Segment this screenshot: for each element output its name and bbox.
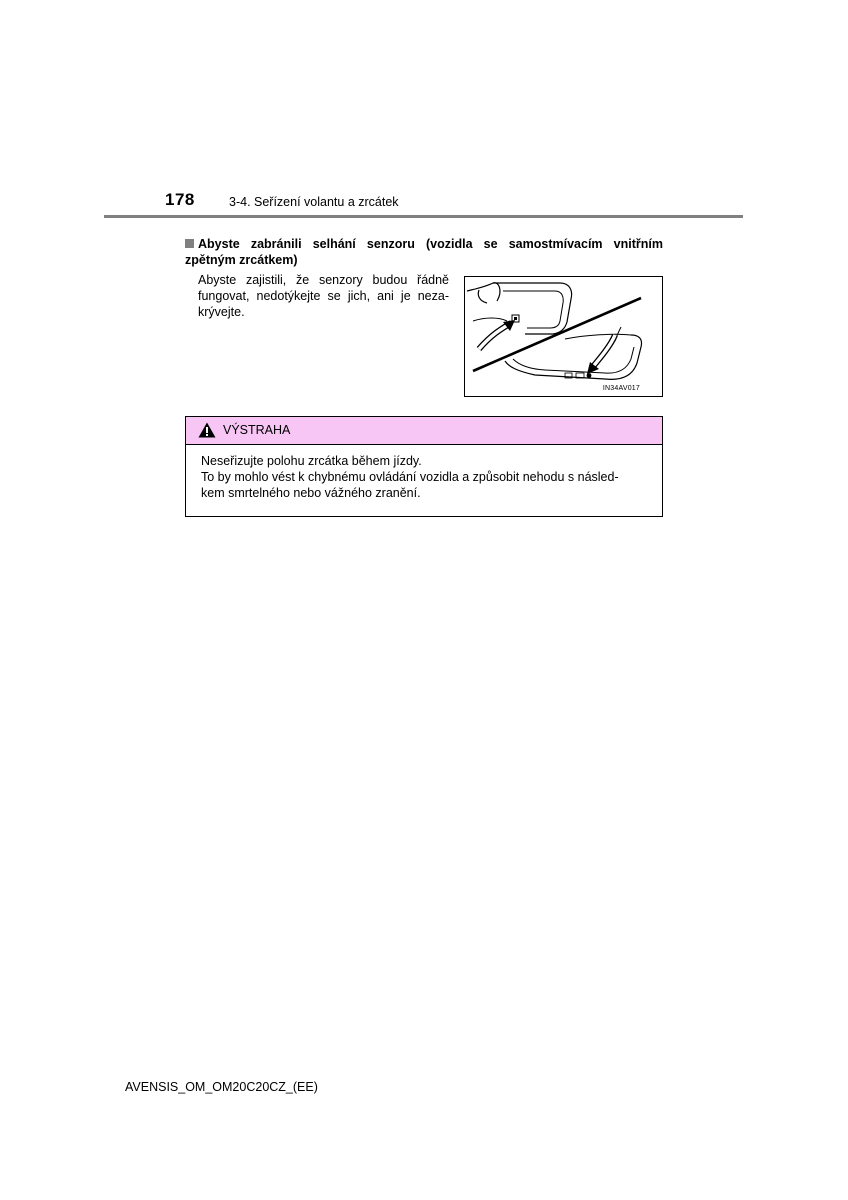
header-rule (104, 215, 743, 218)
body-line-1: Abyste zajistili, že senzory budou řádně (198, 273, 449, 287)
warning-box (185, 416, 663, 517)
body-line-2: fungovat, nedotýkejte se jich, ani je neza- (198, 289, 449, 303)
bullet-square-icon (185, 239, 194, 248)
warning-text (201, 453, 656, 501)
section-heading (185, 236, 663, 268)
warning-line-3: kem smrtelného nebo vážného zranění. (201, 486, 421, 500)
section-heading-text: Abyste zabránili selhání senzoru (vozidla se samostmívacím vnitřním zpětným zrcátkem) (185, 237, 663, 267)
body-paragraph (198, 272, 449, 320)
figure-code: IN34AV017 (602, 385, 640, 392)
warning-header (186, 417, 662, 445)
mirror-sensor-drawing (465, 277, 662, 396)
warning-line-1: Neseřizujte polohu zrcátka během jízdy. (201, 454, 422, 468)
body-line-3: krývejte. (198, 305, 245, 319)
section-title: 3-4. Seřízení volantu a zrcátek (229, 195, 399, 209)
warning-title: VÝSTRAHA (223, 423, 291, 437)
mirror-sensor-illustration (464, 276, 663, 397)
warning-triangle-icon (198, 422, 216, 438)
footer-document-code: AVENSIS_OM_OM20C20CZ_(EE) (125, 1080, 318, 1094)
page-number: 178 (165, 190, 195, 209)
warning-line-2: To by mohlo vést k chybnému ovládání vozidla a způsobit nehodu s násled- (201, 470, 619, 484)
